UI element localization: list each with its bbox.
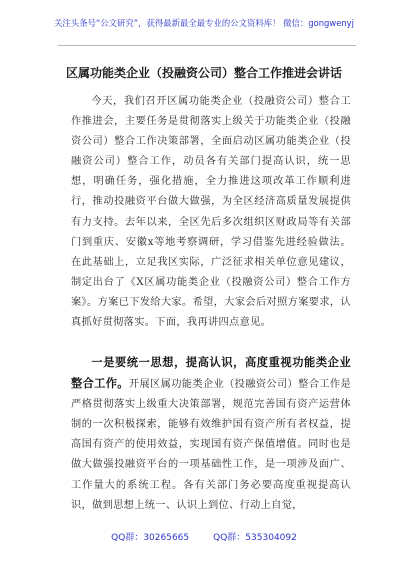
section-1-body: 开展区属功能类企业（投融资公司）整合工作是严格贯彻落实上级重大决策部署，规范完善国有资产运营体制的一次积极探索，能够有效维护国有资产所有者权益，提高国有资产的使用效益，实现国有资产保值增值。同时也是做大做强投融资平台的一项基础性工作，是一项涉及面广、工作量大的系统工程。各有关部门务必要高度重视提高认识，做到思想上统一、认识上到位、行动上自觉， (71, 379, 351, 511)
promo-text: 关注头条号“公文研究”，获得最新最全最专业的公文资料库！ 微信：gongwenyj (54, 18, 354, 28)
header-divider (58, 45, 356, 46)
document-title: 区属功能类企业（投融资公司）整合工作推进会讲话 (65, 66, 342, 80)
paragraph-section-1 (71, 353, 351, 516)
qq-group-2: QQ群：535304092 (213, 533, 297, 543)
paragraph-intro: 今天，我们召开区属功能类企业（投融资公司）整合工作推进会，主要任务是贯彻落实上级关于功能类企业（投融资公司）整合工作决策部署，全面启动区属功能类企业（投融资公司）整合工作，动员各有关部门提高认识，统一思想，明确任务，强化措施，全力推进这项改革工作顺利进行，推动投融资平台做大做强，为全区经济高质量发展提供有力支持。去年以来，全区先后多次组织区财政局等有关部门到重庆、安徽x等地考察调研，学习借鉴先进经验做法。在此基础上，立足我区实际，广泛征求相关单位意见建议，制定出台了《X区属功能类企业（投融资公司）整合工作方案》。方案已下发给大家。希望，大家会后对照方案要求，认真抓好贯彻落实。下面，我再讲四点意见。 (71, 96, 351, 329)
section-1-heading: 一是要统一思想，提高认识，高度重视功能类企业整合工作。 (71, 356, 351, 391)
footer-contacts (0, 532, 408, 544)
promo-banner (0, 17, 408, 29)
qq-group-1: QQ群：30265665 (111, 533, 190, 543)
